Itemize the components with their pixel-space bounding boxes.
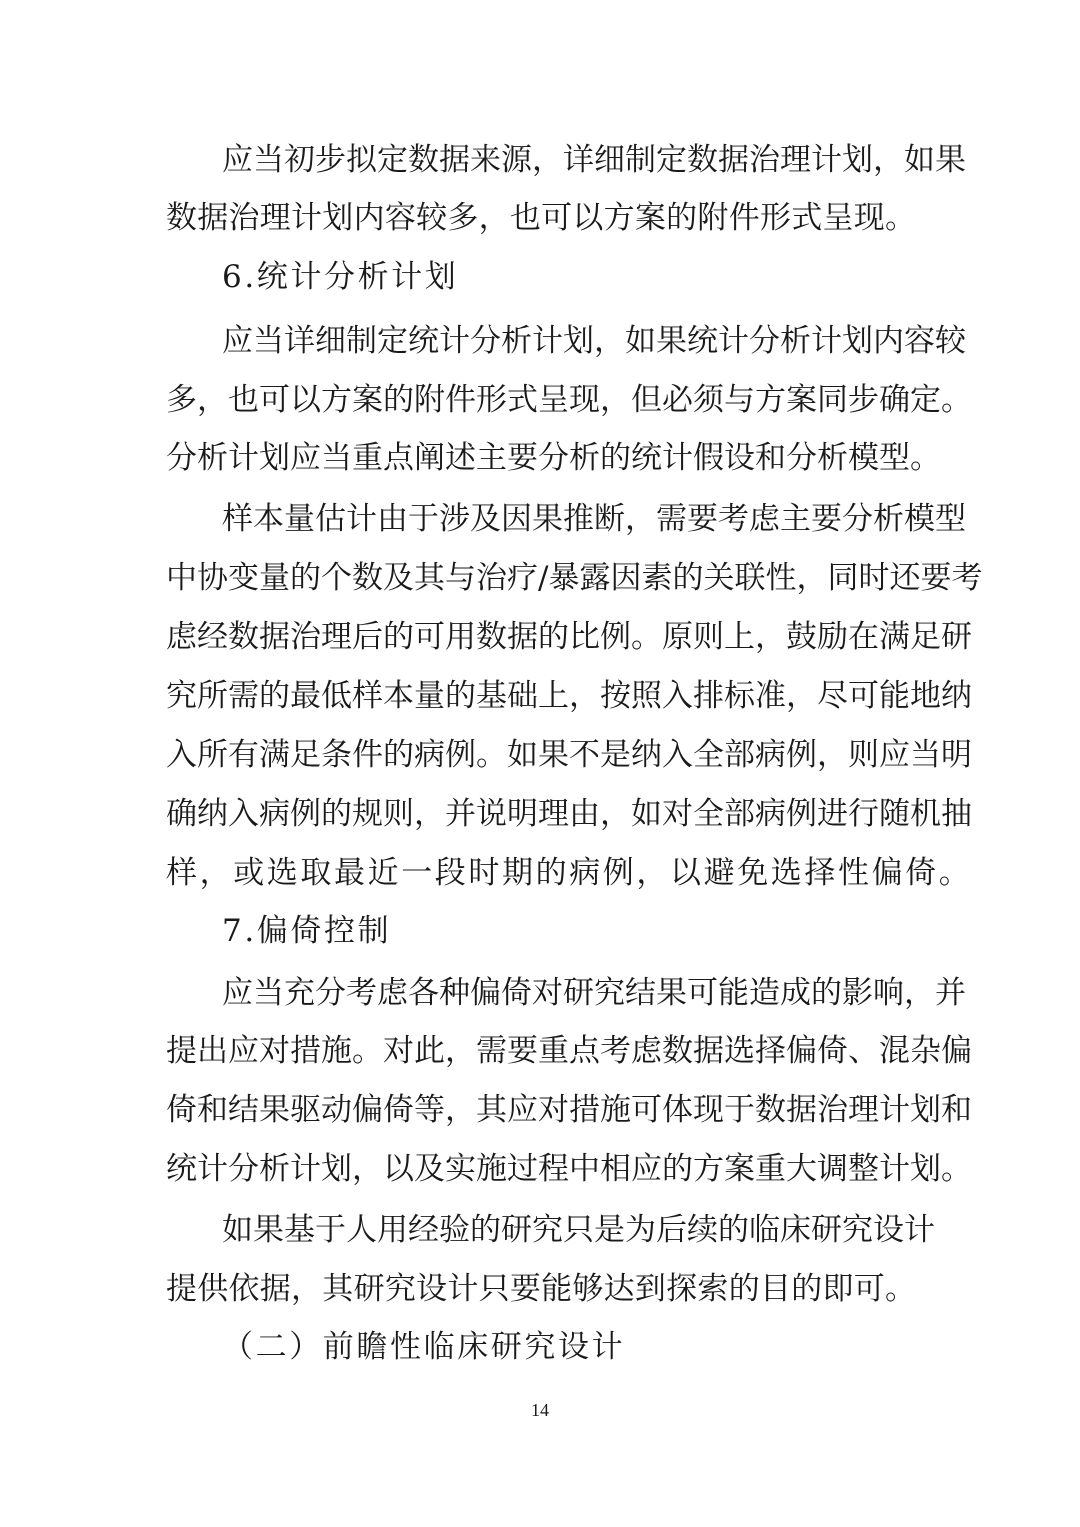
section-heading: 6.统计分析计划 <box>222 259 459 295</box>
paragraph-line: 样本量估计由于涉及因果推断，需要考虑主要分析模型 <box>222 501 966 537</box>
page-number: 14 <box>531 1400 549 1420</box>
paragraph-line: 倚和结果驱动偏倚等，其应对措施可体现于数据治理计划和 <box>166 1092 972 1128</box>
paragraph-line: 提出应对措施。对此，需要重点考虑数据选择偏倚、混杂偏 <box>166 1033 972 1069</box>
paragraph-line: 应当充分考虑各种偏倚对研究结果可能造成的影响，并 <box>222 975 966 1011</box>
paragraph-line: 虑经数据治理后的可用数据的比例。原则上，鼓励在满足研 <box>166 619 972 655</box>
paragraph-line: 应当详细制定统计分析计划，如果统计分析计划内容较 <box>222 323 966 359</box>
paragraph-line: 中协变量的个数及其与治疗/暴露因素的关联性，同时还要考 <box>166 560 983 596</box>
paragraph-line: 提供依据，其研究设计只要能够达到探索的目的即可。 <box>166 1271 916 1307</box>
paragraph-line: 如果基于人用经验的研究只是为后续的临床研究设计 <box>222 1212 935 1248</box>
section-heading: （二）前瞻性临床研究设计 <box>222 1329 626 1365</box>
paragraph-line: 究所需的最低样本量的基础上，按照入排标准，尽可能地纳 <box>166 678 972 714</box>
paragraph-line: 数据治理计划内容较多，也可以方案的附件形式呈现。 <box>166 200 916 236</box>
paragraph-line: 应当初步拟定数据来源，详细制定数据治理计划，如果 <box>222 142 966 178</box>
section-heading: 7.偏倚控制 <box>222 913 392 949</box>
paragraph-line: 确纳入病例的规则，并说明理由，如对全部病例进行随机抽 <box>166 796 972 832</box>
paragraph-line: 统计分析计划，以及实施过程中相应的方案重大调整计划。 <box>166 1151 972 1187</box>
paragraph-line: 入所有满足条件的病例。如果不是纳入全部病例，则应当明 <box>166 737 972 773</box>
paragraph-line: 分析计划应当重点阐述主要分析的统计假设和分析模型。 <box>166 440 941 476</box>
paragraph-line: 样，或选取最近一段时期的病例，以避免选择性偏倚。 <box>166 855 973 891</box>
paragraph-line: 多，也可以方案的附件形式呈现，但必须与方案同步确定。 <box>166 382 972 418</box>
